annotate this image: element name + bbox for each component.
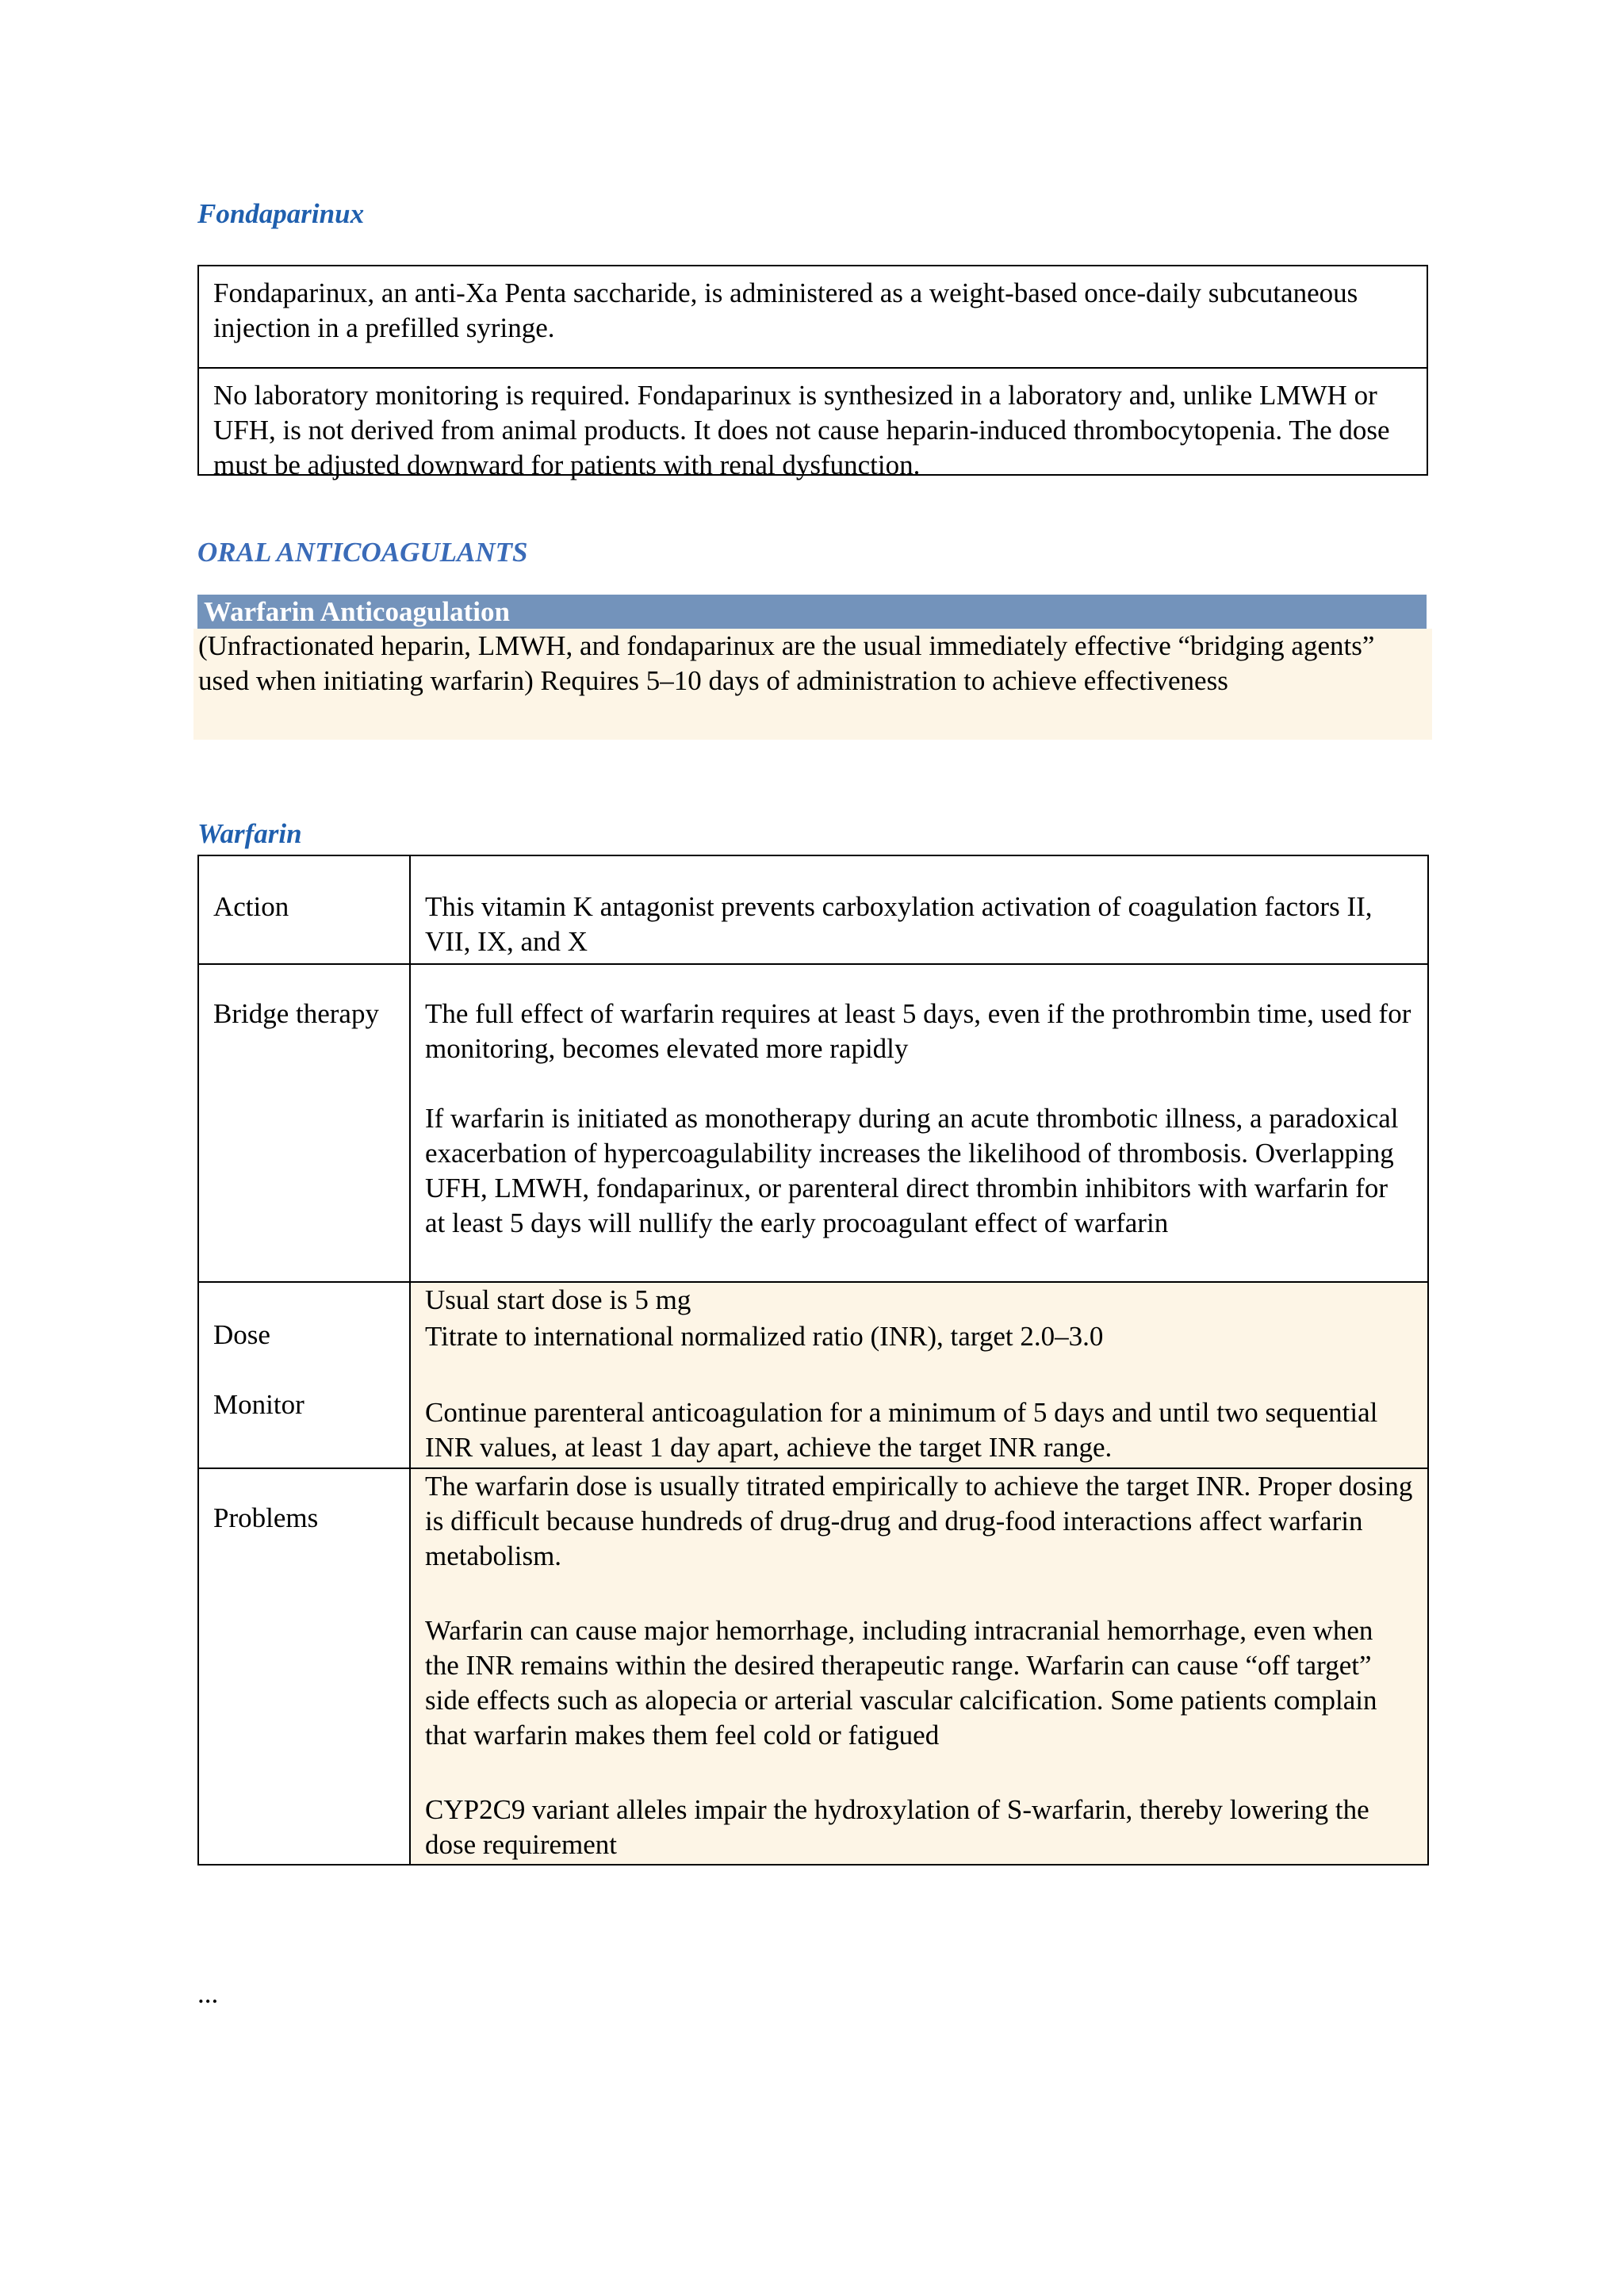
problems-content [410,1468,1428,1865]
problems-paragraph-2: Warfarin can cause major hemorrhage, including intracranial hemorrhage, even when the INR remains within the desired therapeutic range. Warfarin can cause “off target” side effects such as alopecia or arterial vascular calcification. Some patients complain that warfarin makes them feel cold or fatigued [425,1615,1377,1751]
fondaparinux-row-description [199,266,1427,369]
bridge-therapy-paragraph-1: The full effect of warfarin requires at least 5 days, even if the prothrombin time, used for monitoring, becomes elevated more rapidly [425,998,1411,1064]
warfarin-heading: Warfarin [197,818,302,849]
dose-monitor-content [410,1282,1428,1468]
bridge-therapy-label: Bridge therapy [198,964,410,1282]
table-row-problems [198,1468,1428,1865]
problems-label: Problems [198,1468,410,1865]
dose-start-text: Usual start dose is 5 mg [425,1284,691,1315]
table-row-dose-monitor [198,1282,1428,1468]
warfarin-table [197,855,1429,1866]
continuation-ellipsis: ... [197,1978,219,2009]
bridge-therapy-paragraph-2: If warfarin is initiated as monotherapy during an acute thrombotic illness, a paradoxical exacerbation of hypercoagulability increases the likelihood of thrombosis. Overlapping UFH, LMWH, fondaparinux, or parenteral direct thrombin inhibitors with warfarin for at least 5 days will nullify the early procoagulant effect of warfarin [425,1103,1399,1238]
action-text: This vitamin K antagonist prevents carboxylation activation of coagulation factors II, VII, IX, and X [410,855,1428,964]
dose-titrate-text: Titrate to international normalized ratio (INR), target 2.0–3.0 [425,1321,1104,1352]
monitor-continue-text: Continue parenteral anticoagulation for a minimum of 5 days and until two sequential INR values, at least 1 day apart, achieve the target INR range. [425,1397,1378,1463]
bridging-agents-note: (Unfractionated heparin, LMWH, and fondaparinux are the usual immediately effective “bridging agents” used when initiating warfarin) Requires 5–10 days of administration to achieve effectiveness [193,629,1432,740]
warfarin-anticoagulation-banner: Warfarin Anticoagulation [197,595,1427,629]
oral-anticoagulants-heading: ORAL ANTICOAGULANTS [197,537,528,568]
dose-monitor-labels [198,1282,410,1468]
action-label: Action [198,855,410,964]
problems-paragraph-1: The warfarin dose is usually titrated empirically to achieve the target INR. Proper dosing is difficult because hundreds of drug-drug and drug-food interactions affect warfarin metabolism. [425,1471,1413,1571]
table-row-action [198,855,1428,964]
bridge-therapy-content [410,964,1428,1282]
fondaparinux-monitoring-text: No laboratory monitoring is required. Fondaparinux is synthesized in a laboratory and, unlike LMWH or UFH, is not derived from animal products. It does not cause heparin-induced thrombocytopenia. The dose must be adjusted downward for patients with renal dysfunction. [213,380,1390,480]
fondaparinux-heading: Fondaparinux [197,198,365,229]
problems-paragraph-3: CYP2C9 variant alleles impair the hydroxylation of S-warfarin, thereby lowering the dose requirement [425,1794,1369,1860]
table-row-bridge-therapy [198,964,1428,1282]
fondaparinux-description-text: Fondaparinux, an anti-Xa Penta saccharide, is administered as a weight-based once-daily subcutaneous injection in a prefilled syringe. [213,277,1358,343]
dose-label: Dose [213,1319,270,1350]
monitor-label: Monitor [213,1389,304,1420]
fondaparinux-row-monitoring [199,369,1427,480]
fondaparinux-table [197,265,1428,480]
